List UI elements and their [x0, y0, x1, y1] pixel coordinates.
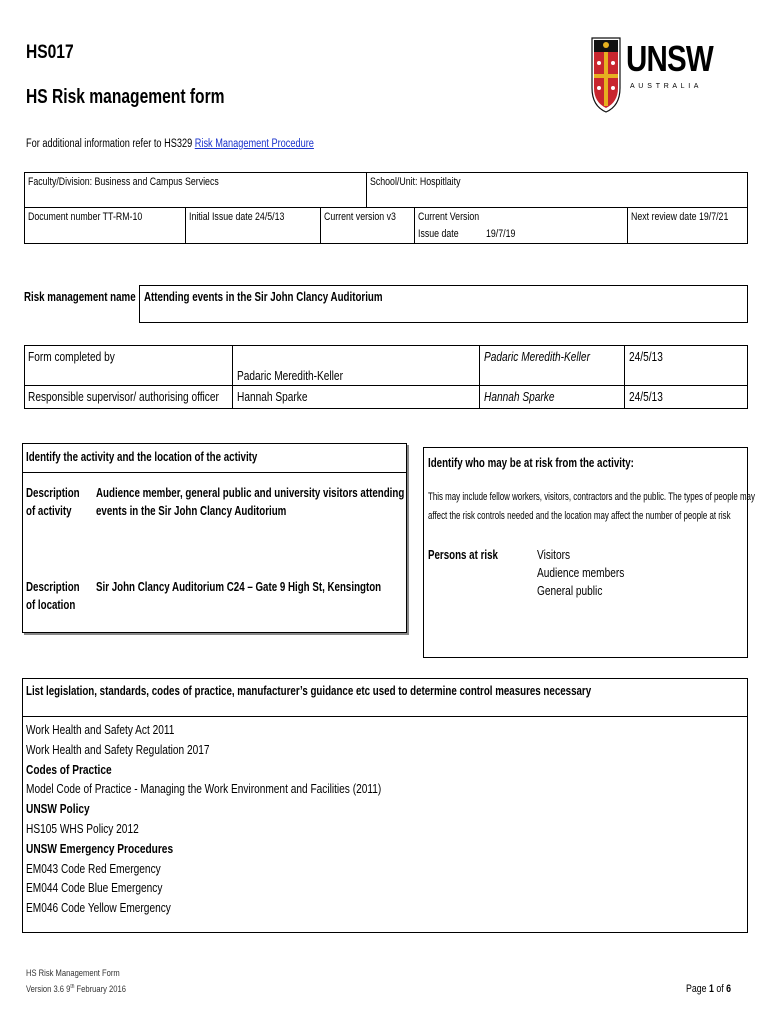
unsw-logo — [590, 36, 713, 116]
desc-activity-text: Audience member, general public and university visitors attending events in the Sir John Clancy Auditorium — [96, 485, 405, 518]
legislation-item: HS105 WHS Policy 2012 — [26, 820, 139, 836]
issue-date-label: Issue date — [418, 228, 459, 240]
logo-subtext: A U S T R A L I A — [630, 83, 700, 90]
next-review-field: Next review date 19/7/21 — [631, 211, 729, 223]
procedure-link[interactable]: Risk Management Procedure — [194, 138, 314, 150]
supervisor-signature: Hannah Sparke — [484, 389, 555, 404]
doc-number-field: Document number TT-RM-10 — [28, 211, 143, 223]
col-divider — [185, 207, 186, 244]
supervisor-label: Responsible supervisor/ authorising officer — [28, 389, 219, 404]
col-divider — [414, 207, 415, 244]
legislation-heading: List legislation, standards, codes of practice, manufacturer’s guidance etc used to determine control measures necessary — [26, 683, 592, 698]
col-divider — [624, 345, 625, 409]
risk-name-label: Risk management name — [24, 289, 136, 304]
footer-form-name: HS Risk Management Form — [26, 968, 120, 979]
form-completed-name: Padaric Meredith-Keller — [237, 368, 343, 383]
legislation-list — [26, 720, 481, 918]
page-title: HS Risk management form — [26, 86, 225, 108]
risk-name-value: Attending events in the Sir John Clancy Auditorium — [144, 289, 383, 304]
legislation-heading-divider — [22, 716, 748, 717]
form-completed-signature: Padaric Meredith-Keller — [484, 349, 590, 364]
initial-issue-field: Initial Issue date 24/5/13 — [189, 211, 285, 223]
persons-at-risk-label: Persons at risk — [428, 547, 498, 562]
list-item: General public — [537, 583, 603, 598]
at-risk-heading: Identify who may be at risk from the activity: — [428, 455, 634, 470]
legislation-item: Work Health and Safety Act 2011 — [26, 722, 175, 737]
info-line — [26, 138, 386, 150]
col-divider — [366, 172, 367, 207]
legislation-item: EM043 Code Red Emergency — [26, 860, 161, 876]
col-divider — [479, 345, 480, 409]
page-number: Page 1 of 6 — [686, 983, 732, 995]
legislation-subheading: UNSW Emergency Procedures — [26, 840, 174, 856]
legislation-item: Model Code of Practice - Managing the Work Environment and Facilities (2011) — [26, 781, 382, 797]
legislation-item: Work Health and Safety Regulation 2017 — [26, 741, 210, 757]
desc-location-text: Sir John Clancy Auditorium C24 – Gate 9 High St, Kensington — [96, 579, 382, 594]
current-version-field: Current version v3 — [324, 211, 396, 223]
logo-wordmark: UNSW — [626, 38, 713, 79]
current-version-label: Current Version — [418, 211, 480, 223]
desc-location-label: Description of location — [26, 579, 80, 612]
legislation-subheading: Codes of Practice — [26, 761, 112, 777]
persons-at-risk-list — [537, 546, 649, 600]
issue-date-value: 19/7/19 — [486, 228, 516, 240]
legislation-item: EM046 Code Yellow Emergency — [26, 900, 171, 916]
desc-activity-label: Description of activity — [26, 485, 80, 518]
legislation-item: EM044 Code Blue Emergency — [26, 880, 163, 896]
supervisor-date: 24/5/13 — [629, 389, 663, 404]
legislation-subheading: UNSW Policy — [26, 801, 90, 817]
activity-heading-divider — [22, 472, 407, 473]
activity-heading: Identify the activity and the location of the activity — [26, 449, 258, 464]
list-item: Audience members — [537, 565, 625, 580]
row-divider — [24, 385, 748, 386]
form-completed-date: 24/5/13 — [629, 349, 663, 364]
info-prefix: For additional information refer to HS329 — [26, 138, 195, 150]
at-risk-note: This may include fellow workers, visitors, contractors and the public. The types of people may affect the risk controls needed and the location may affect the number of people at risk — [428, 491, 755, 522]
faculty-field: Faculty/Division: Business and Campus Serviecs — [28, 176, 219, 188]
footer-version: Version 3.6 9th February 2016 — [26, 984, 126, 996]
form-code: HS017 — [26, 42, 74, 63]
details-divider — [24, 207, 748, 208]
list-item: Visitors — [537, 547, 571, 562]
col-divider — [627, 207, 628, 244]
supervisor-name: Hannah Sparke — [237, 389, 308, 404]
school-field: School/Unit: Hospitlaity — [370, 176, 461, 188]
form-completed-label: Form completed by — [28, 349, 115, 364]
col-divider — [320, 207, 321, 244]
